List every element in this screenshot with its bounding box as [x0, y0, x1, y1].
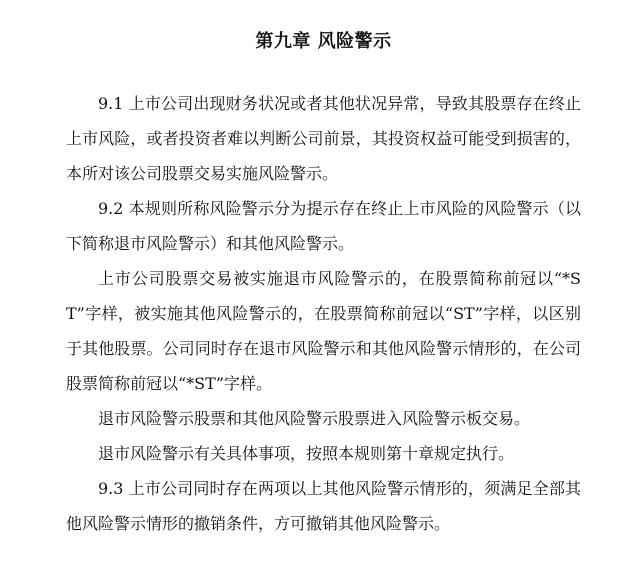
chapter-title: 第九章 风险警示	[255, 31, 392, 52]
paragraph-9-3: 9.3 上市公司同时存在两项以上其他风险警示情形的，须满足全部其他风险警示情形的撤销条件，方可撤销其他风险警示。	[66, 479, 581, 533]
paragraph-9-2: 9.2 本规则所称风险警示分为提示存在终止上市风险的风险警示（以下简称退市风险警示）和其他风险警示。	[66, 199, 581, 253]
paragraph-risk-warning-board: 退市风险警示股票和其他风险警示股票进入风险警示板交易。	[98, 409, 531, 428]
paragraph-st-prefix-rules: 上市公司股票交易被实施退市风险警示的，在股票简称前冠以“*ST”字样，被实施其他风险警示的，在股票简称前冠以“ST”字样，以区别于其他股票。公司同时存在退市风险警示和其他风险警示情形的，在公司股票简称前冠以“*ST”字样。	[66, 269, 581, 393]
paragraph-9-1: 9.1 上市公司出现财务状况或者其他状况异常，导致其股票存在终止上市风险，或者投资者难以判断公司前景，其投资权益可能受到损害的，本所对该公司股票交易实施风险警示。	[66, 94, 581, 183]
paragraph-delisting-reference: 退市风险警示有关具体事项，按照本规则第十章规定执行。	[98, 444, 515, 463]
